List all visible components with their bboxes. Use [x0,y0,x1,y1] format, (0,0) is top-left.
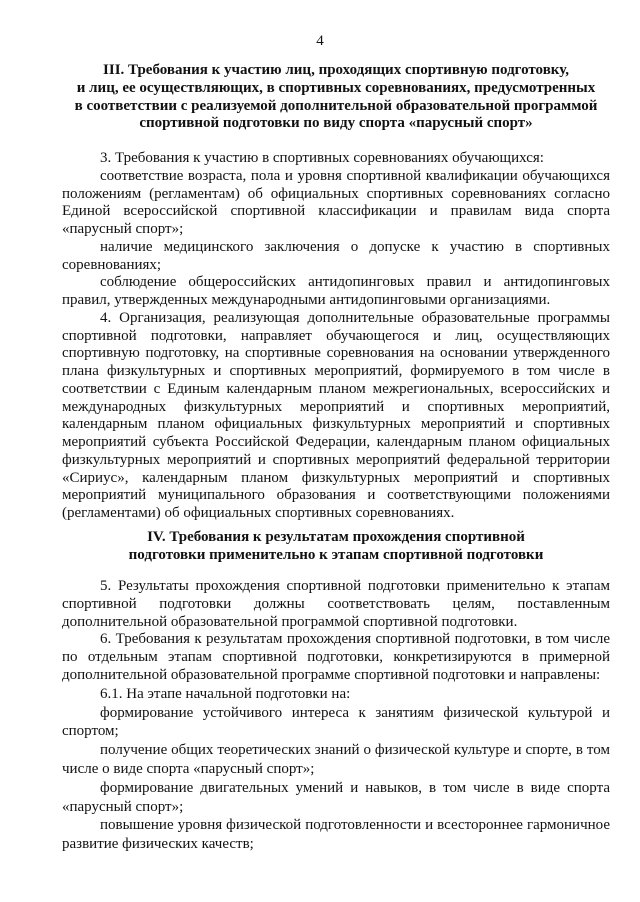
paragraph: 4. Организация, реализующая дополнительные образовательные программы спортивной подготовки, направляет обучающегося и лиц, осуществляющих спортивную подготовку, на спортивные соревнования на основании утвержденного плана физкультурных и спортивных мероприятий, формируемого в том числе в соответствии с Единым календарным планом межрегиональных, всероссийских и международных физкультурных мероприятий и спортивных мероприятий, календарным планом официальных физкультурных мероприятий и спортивных мероприятий субъекта Российской Федерации, календарным планом официальных физкультурных мероприятий и спортивных мероприятий федеральной территории «Сириус», календарным планом физкультурных мероприятий и спортивных мероприятий муниципального образования и соответствующими положениями (регламентами) об официальных спортивных соревнованиях. [62,309,610,521]
paragraph: 3. Требования к участию в спортивных соревнованиях обучающихся: [100,150,544,166]
paragraph: соблюдение общероссийских антидопинговых правил и антидопинговых правил, утвержденных международными антидопинговыми организациями. [62,274,610,308]
section-3-title-line: и лиц, ее осуществляющих, в спортивных соревнованиях, предусмотренных [76,79,596,96]
paragraph: 6. Требования к результатам прохождения спортивной подготовки, в том числе по отдельным этапам спортивной подготовки, конкретизируются в примерной дополнительной образовательной программе спортивной подготовки и направлены: [62,631,610,683]
paragraph: формирование двигательных умений и навыков, в том числе в виде спорта «парусный спорт»; [62,779,610,815]
section-3-heading [62,62,610,133]
paragraph: получение общих теоретических знаний о физической культуре и спорте, в том числе о виде спорта «парусный спорт»; [62,742,610,777]
section-3-body [62,150,610,523]
section-4-title-line: IV. Требования к результатам прохождения спортивной [147,529,525,545]
section-4-heading [62,529,610,565]
section-3-title-line: в соответствии с реализуемой дополнительной образовательной программой [74,97,598,114]
paragraph: наличие медицинского заключения о допуске к участию в спортивных соревнованиях; [62,238,610,273]
paragraph: повышение уровня физической подготовленности и всестороннее гармоничное развитие физических качеств; [62,817,610,853]
section-3-title-line: спортивной подготовки по виду спорта «парусный спорт» [139,115,533,132]
section-4-title-line: подготовки применительно к этапам спортивной подготовки [128,546,544,563]
paragraph: соответствие возраста, пола и уровня спортивной квалификации обучающихся положениям (регламентам) об официальных спортивных соревнованиях согласно Единой всероссийской спортивной классификации и правилам вида спорта «парусный спорт»; [62,167,610,237]
section-3-title-line: III. Требования к участию лиц, проходящих спортивную подготовку, [103,62,569,78]
section-4-body [62,578,610,854]
page-number: 4 [316,33,324,49]
paragraph: формирование устойчивого интереса к занятиям физической культурой и спортом; [62,704,610,740]
paragraph: 5. Результаты прохождения спортивной подготовки применительно к этапам спортивной подготовки должны соответствовать целям, поставленным дополнительной образовательной программой спортивной подготовки. [62,578,610,630]
paragraph: 6.1. На этапе начальной подготовки на: [100,685,351,702]
